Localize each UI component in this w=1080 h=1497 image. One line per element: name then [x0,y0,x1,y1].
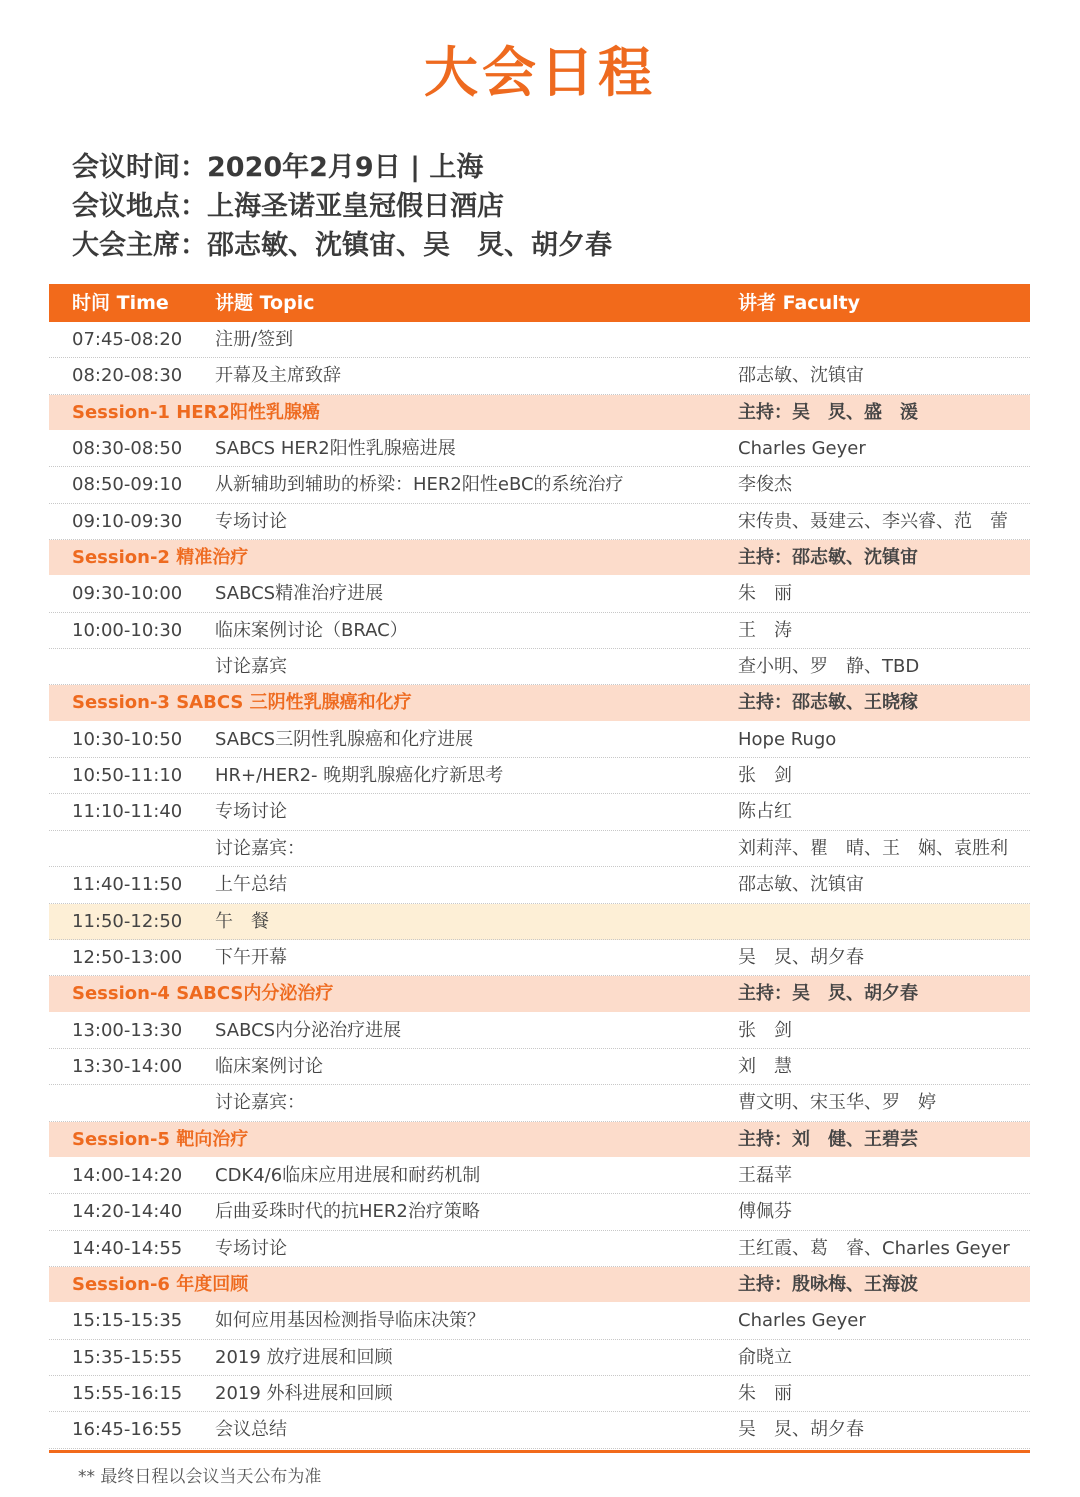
cell-faculty: 朱 丽 [738,583,792,605]
cell-topic: 2019 外科进展和回顾 [215,1382,393,1404]
cell-topic: HR+/HER2- 晚期乳腺癌化疗新思考 [215,765,504,787]
cell-faculty: 主持：吴 炅、胡夕春 [738,983,918,1005]
meeting-chairs: 大会主席：邵志敏、沈镇宙、吴 炅、胡夕春 [72,230,612,261]
cell-topic: 后曲妥珠时代的抗HER2治疗策略 [215,1201,480,1223]
schedule-rows [49,322,1030,1449]
cell-time: Session-4 SABCS内分泌治疗 [72,983,334,1005]
cell-faculty: 邵志敏、沈镇宙 [738,365,864,387]
cell-faculty: Hope Rugo [738,728,837,750]
cell-time: 10:00-10:30 [72,619,183,641]
cell-time: 13:30-14:00 [72,1055,183,1077]
table-row [49,649,1030,685]
table-row [49,867,1030,903]
cell-faculty: 邵志敏、沈镇宙 [738,874,864,896]
header-faculty: 讲者 Faculty [738,292,861,314]
cell-topic: 临床案例讨论（BRAC） [215,619,408,641]
cell-time: 14:00-14:20 [72,1164,183,1186]
cell-time: Session-5 靶向治疗 [72,1128,249,1150]
cell-topic: 上午总结 [215,874,287,896]
cell-topic: 2019 放疗进展和回顾 [215,1346,393,1368]
cell-faculty: 王红霞、葛 睿、Charles Geyer [738,1237,1010,1259]
cell-faculty: 曹文明、宋玉华、罗 婷 [738,1092,936,1114]
cell-time: 11:10-11:40 [72,801,183,823]
cell-faculty: 傅佩芬 [738,1201,792,1223]
table-row [49,1303,1030,1339]
cell-time: 09:10-09:30 [72,510,183,532]
schedule-table [49,284,1030,1449]
cell-topic: 午 餐 [215,910,269,932]
cell-topic: 下午开幕 [215,946,287,968]
table-row [49,431,1030,467]
table-row [49,758,1030,794]
cell-topic: SABCS内分泌治疗进展 [215,1019,402,1041]
cell-faculty: 刘莉萍、瞿 晴、王 娴、袁胜利 [738,837,1008,859]
table-row [49,722,1030,758]
cell-topic: 从新辅助到辅助的桥梁：HER2阳性eBC的系统治疗 [215,474,624,496]
session-row [49,1122,1030,1158]
meeting-venue: 会议地点：上海圣诺亚皇冠假日酒店 [72,191,504,222]
table-row [49,1085,1030,1121]
cell-time: 14:20-14:40 [72,1201,183,1223]
cell-faculty: Charles Geyer [738,438,866,460]
cell-time: 08:30-08:50 [72,438,183,460]
table-row [49,1194,1030,1230]
cell-topic: 注册/签到 [215,329,294,350]
table-row [49,1049,1030,1085]
header-time: 时间 Time [72,292,169,314]
table-row [49,1158,1030,1194]
cell-topic: 临床案例讨论 [215,1055,323,1077]
table-row [49,1231,1030,1267]
cell-time: 15:35-15:55 [72,1346,183,1368]
session-row [49,685,1030,721]
session-row [49,540,1030,576]
cell-faculty: 俞晓立 [738,1346,792,1368]
table-row [49,358,1030,394]
table-row [49,1412,1030,1448]
cell-topic: CDK4/6临床应用进展和耐药机制 [215,1164,481,1186]
cell-time: 08:50-09:10 [72,474,183,496]
cell-time: 09:30-10:00 [72,583,183,605]
cell-time: Session-1 HER2阳性乳腺癌 [72,401,320,423]
table-row [49,322,1030,358]
cell-faculty: 主持：吴 炅、盛 湲 [738,401,918,423]
table-row [49,576,1030,612]
cell-faculty: 宋传贵、聂建云、李兴睿、范 蕾 [738,510,1008,532]
cell-time: Session-3 SABCS 三阴性乳腺癌和化疗 [72,692,412,714]
table-row [49,831,1030,867]
table-row [49,613,1030,649]
cell-faculty: 主持：殷咏梅、王海波 [738,1273,918,1295]
table-row [49,467,1030,503]
table-row [49,794,1030,830]
cell-topic: SABCS精准治疗进展 [215,583,384,605]
cell-topic: 专场讨论 [215,510,287,532]
cell-time: 11:50-12:50 [72,910,183,932]
lunch-row [49,904,1030,940]
cell-time: 16:45-16:55 [72,1419,183,1441]
cell-time: 07:45-08:20 [72,329,183,350]
table-row [49,1340,1030,1376]
meeting-info [72,148,612,265]
cell-time: Session-6 年度回顾 [72,1273,249,1295]
cell-topic: 讨论嘉宾 [215,656,287,678]
cell-topic: 讨论嘉宾： [215,1092,305,1114]
cell-faculty: 主持：刘 健、王碧芸 [738,1128,918,1150]
cell-faculty: 张 剑 [738,1019,792,1041]
cell-time: 15:55-16:15 [72,1382,183,1404]
cell-time: 10:50-11:10 [72,765,183,787]
cell-faculty: 吴 炅、胡夕春 [738,946,864,968]
session-row [49,976,1030,1012]
cell-faculty: 王 涛 [738,619,792,641]
cell-time: Session-2 精准治疗 [72,547,249,569]
cell-faculty: 刘 慧 [738,1055,792,1077]
session-row [49,1267,1030,1303]
cell-faculty: 李俊杰 [738,474,792,496]
cell-faculty: 王磊苹 [738,1164,792,1186]
cell-topic: 讨论嘉宾： [215,837,305,859]
cell-topic: SABCS HER2阳性乳腺癌进展 [215,438,456,460]
cell-topic: 会议总结 [215,1419,287,1441]
cell-topic: 专场讨论 [215,1237,287,1259]
cell-faculty: 陈占红 [738,801,792,823]
cell-faculty: 查小明、罗 静、TBD [738,656,920,678]
cell-topic: 专场讨论 [215,801,287,823]
meeting-time: 会议时间：2020年2月9日 | 上海 [72,152,484,183]
cell-time: 13:00-13:30 [72,1019,183,1041]
cell-topic: 如何应用基因检测指导临床决策？ [215,1310,485,1332]
cell-time: 14:40-14:55 [72,1237,183,1259]
bottom-divider [49,1450,1030,1453]
page-title: 大会日程 [424,41,656,104]
table-row [49,940,1030,976]
cell-topic: SABCS三阴性乳腺癌和化疗进展 [215,728,474,750]
cell-faculty: 张 剑 [738,765,792,787]
cell-time: 11:40-11:50 [72,874,183,896]
table-row [49,1013,1030,1049]
table-row [49,504,1030,540]
cell-faculty: 朱 丽 [738,1382,792,1404]
cell-time: 10:30-10:50 [72,728,183,750]
cell-topic: 开幕及主席致辞 [215,365,341,387]
cell-faculty: Charles Geyer [738,1310,866,1332]
cell-faculty: 主持：邵志敏、沈镇宙 [738,547,918,569]
session-row [49,395,1030,431]
cell-time: 08:20-08:30 [72,365,183,387]
table-row [49,1376,1030,1412]
cell-faculty: 主持：邵志敏、王晓稼 [738,692,918,714]
cell-time: 12:50-13:00 [72,946,183,968]
header-topic: 讲题 Topic [215,292,315,314]
cell-time: 15:15-15:35 [72,1310,183,1332]
cell-faculty: 吴 炅、胡夕春 [738,1419,864,1441]
schedule-header [49,284,1030,322]
footnote: ** 最终日程以会议当天公布为准 [78,1467,322,1487]
